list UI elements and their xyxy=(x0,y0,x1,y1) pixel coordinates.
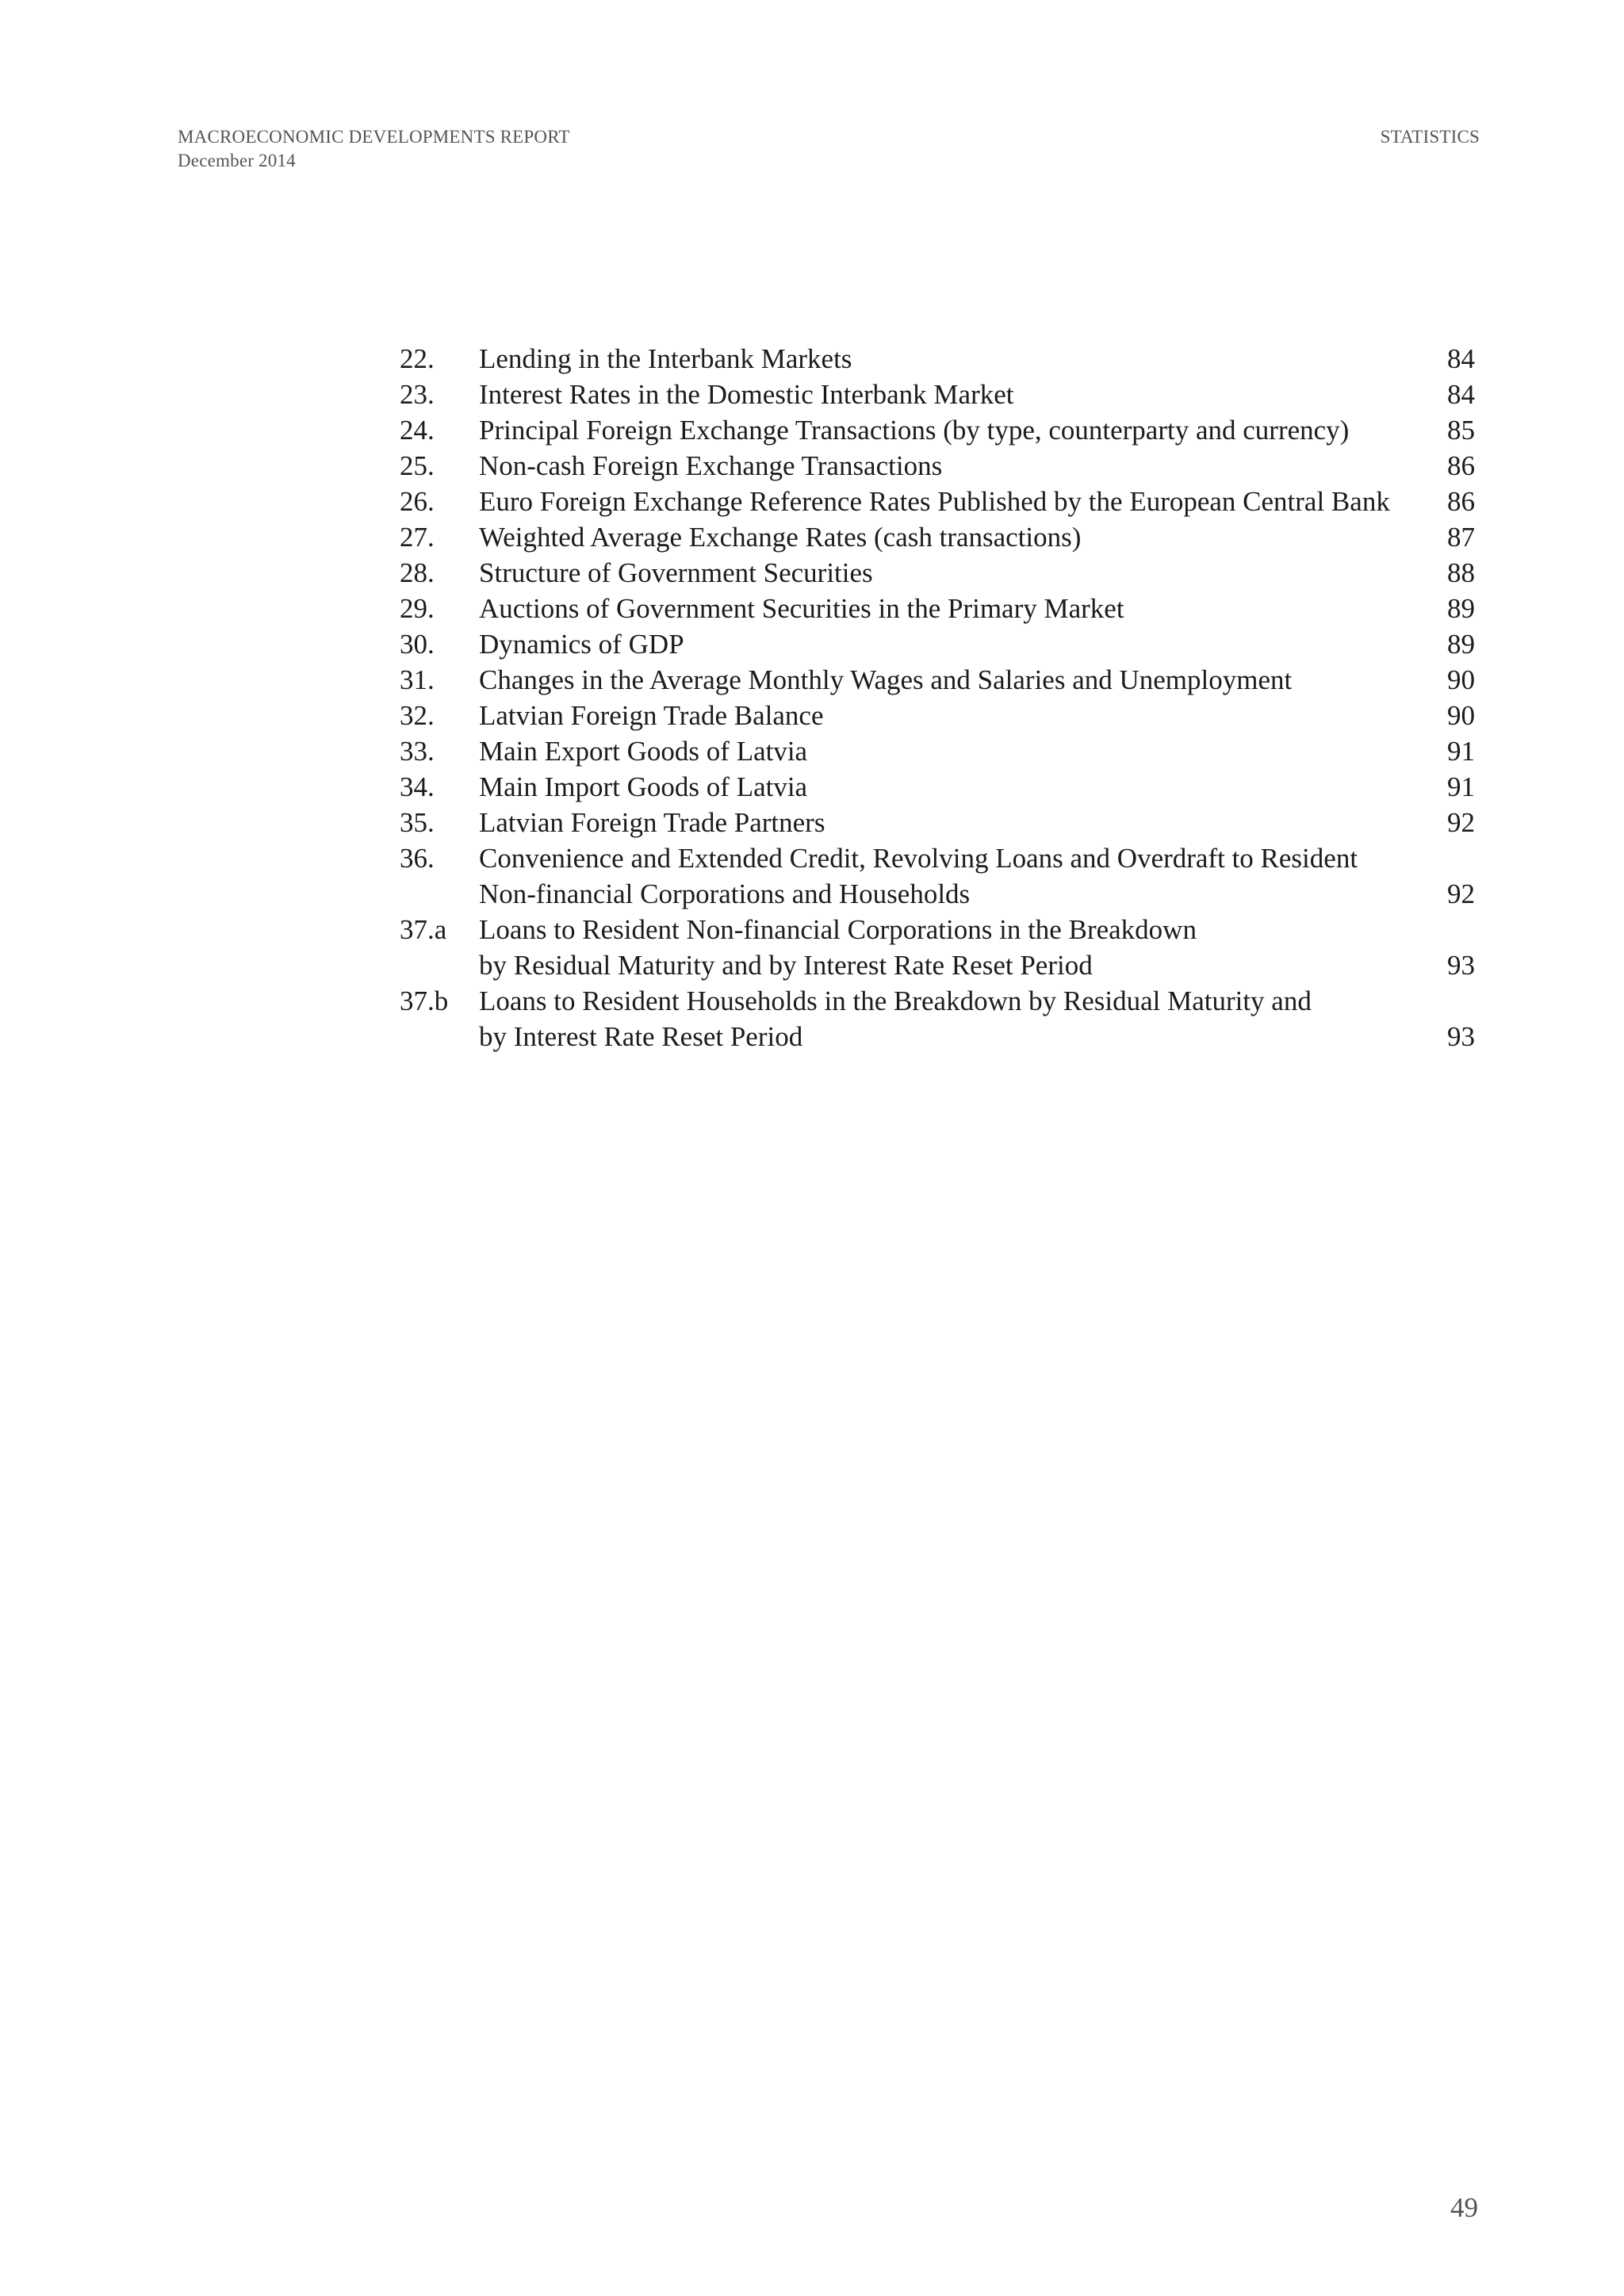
toc-entry[interactable] xyxy=(400,448,1475,484)
toc-entry-title-line: Structure of Government Securities xyxy=(479,557,873,588)
toc-entry-page: 90 xyxy=(1447,664,1475,695)
toc-entry-title-line: Auctions of Government Securities in the Primary Market xyxy=(479,593,1124,624)
toc-entry-title-line: Latvian Foreign Trade Partners xyxy=(479,807,825,838)
toc-entry[interactable] xyxy=(400,912,1475,983)
toc-entry-title-line: Principal Foreign Exchange Transactions (by type, counterparty and currency) xyxy=(479,415,1350,446)
toc-entry-title-line: Latvian Foreign Trade Balance xyxy=(479,700,824,731)
page-number: 49 xyxy=(1450,2192,1478,2223)
toc-entry-title-line: Lending in the Interbank Markets xyxy=(479,343,852,374)
toc-entry-page: 84 xyxy=(1447,379,1475,410)
toc-entry-page: 90 xyxy=(1447,700,1475,731)
toc-entry[interactable] xyxy=(400,626,1475,662)
toc-entry-page: 92 xyxy=(1447,878,1475,909)
toc-entry-title xyxy=(479,448,1427,484)
toc-entry-number: 37.b xyxy=(400,985,449,1016)
toc-entry-title-line: Convenience and Extended Credit, Revolving Loans and Overdraft to Resident xyxy=(479,843,1358,874)
toc-entry-number: 26. xyxy=(400,486,435,517)
toc-entry-page: 84 xyxy=(1447,343,1475,374)
toc-entry-title-line: Weighted Average Exchange Rates (cash transactions) xyxy=(479,522,1082,553)
toc-entry-title xyxy=(479,912,1427,983)
toc-entry-number: 30. xyxy=(400,629,435,660)
toc-entry-title xyxy=(479,377,1427,412)
toc-entry[interactable] xyxy=(400,519,1475,555)
toc-entry-number: 27. xyxy=(400,522,435,553)
toc-entry-title-line: Main Export Goods of Latvia xyxy=(479,736,808,767)
toc-entry-page: 88 xyxy=(1447,557,1475,588)
toc-entry-page: 93 xyxy=(1447,1021,1475,1052)
toc-entry[interactable] xyxy=(400,983,1475,1054)
toc-entry-number: 25. xyxy=(400,450,435,481)
toc-entry-title-line: by Interest Rate Reset Period xyxy=(479,1021,803,1052)
toc-entry-title xyxy=(479,591,1427,626)
toc-entry-title-line: by Residual Maturity and by Interest Rate Reset Period xyxy=(479,950,1093,981)
toc-entry-title-line: Euro Foreign Exchange Reference Rates Published by the European Central Bank xyxy=(479,486,1390,517)
toc-entry-number: 34. xyxy=(400,771,435,802)
toc-entry-number: 37.a xyxy=(400,914,447,945)
toc-entry[interactable] xyxy=(400,412,1475,448)
toc-entry-title xyxy=(479,805,1427,840)
toc-entry[interactable] xyxy=(400,698,1475,733)
toc-entry-title xyxy=(479,698,1427,733)
toc-entry[interactable] xyxy=(400,484,1475,519)
toc-entry-page: 87 xyxy=(1447,522,1475,553)
toc-entry-title-line: Main Import Goods of Latvia xyxy=(479,771,808,802)
toc-entry-page: 93 xyxy=(1447,950,1475,981)
toc-entry-title xyxy=(479,733,1427,769)
section-title: STATISTICS xyxy=(1380,127,1480,147)
toc-entry-number: 24. xyxy=(400,415,435,446)
toc-entry-page: 86 xyxy=(1447,486,1475,517)
toc-entry-number: 31. xyxy=(400,664,435,695)
toc-entry-number: 35. xyxy=(400,807,435,838)
toc-entry-page: 91 xyxy=(1447,736,1475,767)
toc-entry-title-line: Loans to Resident Households in the Breakdown by Residual Maturity and xyxy=(479,985,1312,1016)
toc-entry-number: 29. xyxy=(400,593,435,624)
toc-entry-title xyxy=(479,519,1427,555)
toc-entry-title xyxy=(479,840,1427,912)
toc-entry[interactable] xyxy=(400,341,1475,377)
toc-entry-title xyxy=(479,555,1427,591)
toc-entry-title xyxy=(479,412,1427,448)
toc-entry-number: 28. xyxy=(400,557,435,588)
toc-entry-title xyxy=(479,769,1427,805)
toc-entry-title xyxy=(479,484,1427,519)
table-of-contents xyxy=(400,341,1475,1054)
toc-entry-title xyxy=(479,341,1427,377)
report-date: December 2014 xyxy=(178,151,296,170)
toc-entry-number: 22. xyxy=(400,343,435,374)
toc-entry[interactable] xyxy=(400,769,1475,805)
toc-entry[interactable] xyxy=(400,840,1475,912)
toc-entry-title-line: Non-financial Corporations and Households xyxy=(479,878,971,909)
page-header-left xyxy=(178,125,570,173)
toc-entry[interactable] xyxy=(400,591,1475,626)
report-title: MACROECONOMIC DEVELOPMENTS REPORT xyxy=(178,127,570,147)
toc-entry-number: 36. xyxy=(400,843,435,874)
toc-entry-page: 86 xyxy=(1447,450,1475,481)
toc-entry-title xyxy=(479,983,1427,1054)
toc-entry-page: 91 xyxy=(1447,771,1475,802)
toc-entry-page: 89 xyxy=(1447,629,1475,660)
toc-entry-number: 32. xyxy=(400,700,435,731)
toc-entry-title xyxy=(479,662,1427,698)
toc-entry[interactable] xyxy=(400,662,1475,698)
toc-entry-title xyxy=(479,626,1427,662)
toc-entry-title-line: Non-cash Foreign Exchange Transactions xyxy=(479,450,943,481)
toc-entry[interactable] xyxy=(400,377,1475,412)
toc-entry-title-line: Loans to Resident Non-financial Corporations in the Breakdown xyxy=(479,914,1197,945)
toc-entry-page: 85 xyxy=(1447,415,1475,446)
toc-entry[interactable] xyxy=(400,733,1475,769)
toc-entry-page: 92 xyxy=(1447,807,1475,838)
toc-entry-title-line: Changes in the Average Monthly Wages and Salaries and Unemployment xyxy=(479,664,1293,695)
toc-entry-title-line: Dynamics of GDP xyxy=(479,629,684,660)
toc-entry[interactable] xyxy=(400,555,1475,591)
toc-entry-title-line: Interest Rates in the Domestic Interbank Market xyxy=(479,379,1014,410)
toc-entry-page: 89 xyxy=(1447,593,1475,624)
toc-entry-number: 23. xyxy=(400,379,435,410)
toc-entry[interactable] xyxy=(400,805,1475,840)
toc-entry-number: 33. xyxy=(400,736,435,767)
